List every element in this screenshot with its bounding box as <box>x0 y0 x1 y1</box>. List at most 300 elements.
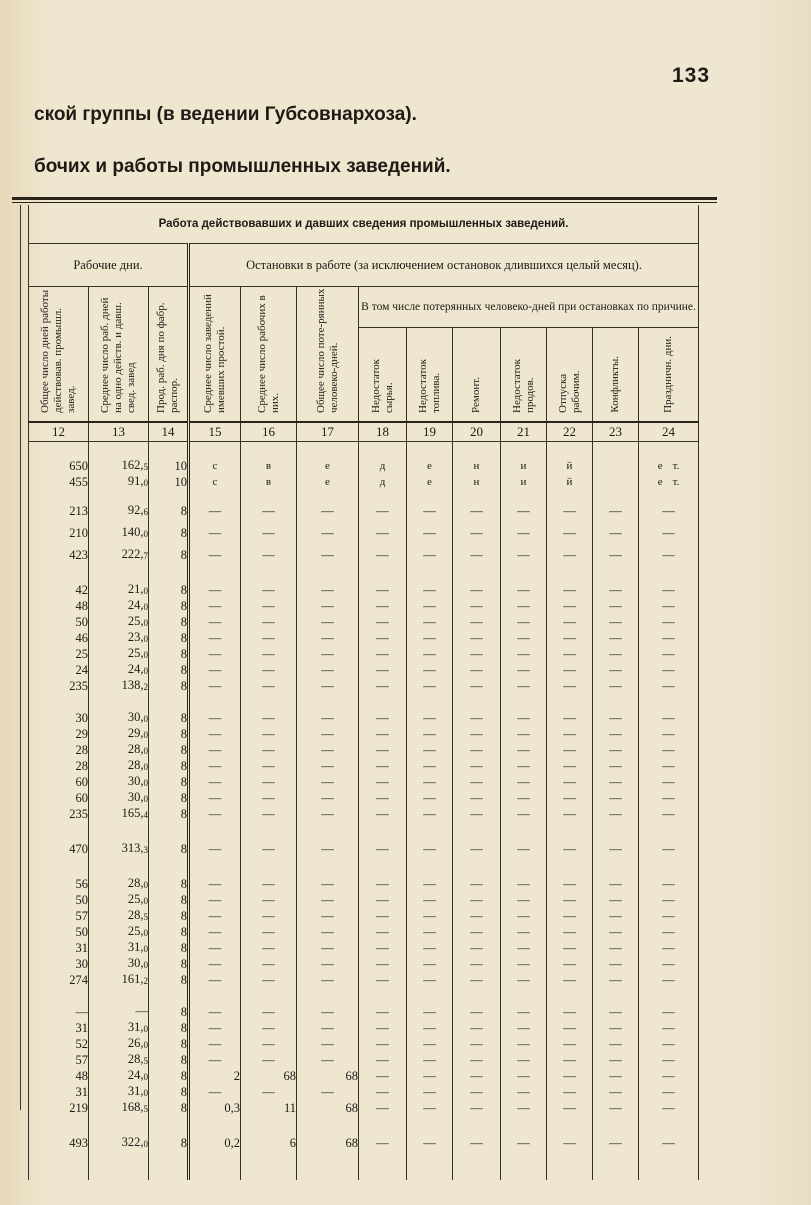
spacer-cell <box>639 988 699 1004</box>
cell-total-days: 57 <box>29 908 89 924</box>
spacer-cell <box>89 490 149 500</box>
spacer-cell <box>359 860 407 876</box>
spacer-cell <box>297 822 359 838</box>
cell-lost-days-19: — <box>407 1100 453 1116</box>
cell-avg-days <box>89 598 149 614</box>
cell-stoppage-16: — <box>241 758 297 774</box>
cell-lost-days-22: — <box>547 758 593 774</box>
cell-lost-days-18: — <box>359 956 407 972</box>
cell-lost-days-21: — <box>501 956 547 972</box>
cell-avg-days-frac: 2 <box>143 682 148 692</box>
cell-stoppage-15: — <box>189 892 241 908</box>
cell-avg-days-int: 140, <box>121 525 144 539</box>
spacer-cell <box>297 442 359 459</box>
cell-lost-days-19: — <box>407 500 453 522</box>
spacer-cell <box>241 490 297 500</box>
cell-lost-days-22: — <box>547 710 593 726</box>
cell-total-days: 52 <box>29 1036 89 1052</box>
cell-lost-days-23: — <box>593 1100 639 1116</box>
cell-lost-days-22: — <box>547 1020 593 1036</box>
cell-lost-days-23: — <box>593 742 639 758</box>
spacer-cell <box>639 490 699 500</box>
cell-stoppage-15: — <box>189 710 241 726</box>
cell-stoppage-15: — <box>189 614 241 630</box>
cell-avg-days <box>89 940 149 956</box>
cell-lost-days-21: — <box>501 790 547 806</box>
cell-lost-days-19: — <box>407 646 453 662</box>
spacer-cell <box>593 490 639 500</box>
spacer-cell <box>189 1154 241 1180</box>
cell-avg-days-int: 31, <box>127 1084 144 1098</box>
cell-no-data-letter: с <box>189 474 241 490</box>
spacer-cell <box>407 442 453 459</box>
cell-stoppage-15: — <box>189 1052 241 1068</box>
cell-lost-days-23: — <box>593 908 639 924</box>
cell-total-days: 50 <box>29 892 89 908</box>
cell-total-days: 219 <box>29 1100 89 1116</box>
table-row <box>29 876 699 892</box>
cell-avg-days-int: 24, <box>127 1068 144 1082</box>
cell-lost-days-22: — <box>547 774 593 790</box>
cell-stoppage-17: — <box>297 630 359 646</box>
cell-lost-days-23: — <box>593 630 639 646</box>
spacer-cell <box>407 988 453 1004</box>
cell-lost-days-18: — <box>359 1020 407 1036</box>
cell-total-days: 31 <box>29 1020 89 1036</box>
cell-no-data-letter: е <box>297 474 359 490</box>
cell-lost-days-22: — <box>547 876 593 892</box>
cell-stoppage-16: — <box>241 598 297 614</box>
no-data-letter: е <box>657 460 663 472</box>
cell-lost-days-24: — <box>639 892 699 908</box>
spacer-cell <box>359 822 407 838</box>
cell-lost-days-24: — <box>639 790 699 806</box>
cell-avg-days-frac: 0 <box>143 1024 148 1034</box>
spacer-cell <box>501 1154 547 1180</box>
cell-avg-days-frac: 5 <box>143 1056 148 1066</box>
cell-avg-days-int: 28, <box>127 908 144 922</box>
cell-lost-days-20: — <box>453 710 501 726</box>
cell-stoppage-15: 0,2 <box>189 1132 241 1154</box>
cell-lost-days-20: — <box>453 646 501 662</box>
top-rule-thin <box>12 202 717 203</box>
cell-avg-days-frac: 0 <box>143 794 148 804</box>
cell-lost-days-21: — <box>501 500 547 522</box>
cell-total-days: 30 <box>29 710 89 726</box>
spacer-cell <box>407 822 453 838</box>
cell-stoppage-17: — <box>297 742 359 758</box>
cell-lost-days-19: — <box>407 1004 453 1020</box>
cell-lost-days-20: — <box>453 876 501 892</box>
cell-lost-days-24: — <box>639 598 699 614</box>
cell-lost-days-19: — <box>407 662 453 678</box>
table-row <box>29 710 699 726</box>
cell-avg-days <box>89 1132 149 1154</box>
cell-avg-days-frac: 0 <box>143 746 148 756</box>
cell-lost-days-22: — <box>547 908 593 924</box>
cell-lost-days-20: — <box>453 1004 501 1020</box>
cell-lost-days-23: — <box>593 598 639 614</box>
spacer-cell <box>241 566 297 582</box>
cell-lost-days-23: — <box>593 522 639 544</box>
cell-lost-days-19: — <box>407 924 453 940</box>
cell-lost-days-19: — <box>407 1036 453 1052</box>
cell-lost-days-22: — <box>547 838 593 860</box>
cell-avg-days <box>89 500 149 522</box>
cell-stoppage-16: — <box>241 838 297 860</box>
cell-stoppage-17: — <box>297 940 359 956</box>
cell-lost-days-20: — <box>453 1100 501 1116</box>
cell-avg-days-int: 138, <box>121 678 144 692</box>
cell-lost-days-19: — <box>407 1068 453 1084</box>
cell-lost-days-23: — <box>593 710 639 726</box>
table-row <box>29 956 699 972</box>
cell-stoppage-15: — <box>189 662 241 678</box>
cell-lost-days-23: — <box>593 1020 639 1036</box>
cell-avg-days <box>89 710 149 726</box>
cell-lost-days-18: — <box>359 790 407 806</box>
spacer-cell <box>593 860 639 876</box>
cell-workday-length: 8 <box>149 1132 189 1154</box>
spacer-cell <box>359 694 407 710</box>
cell-lost-days-19: — <box>407 1020 453 1036</box>
cell-lost-days-24: — <box>639 1100 699 1116</box>
cell-lost-days-24: — <box>639 662 699 678</box>
cell-lost-days-22: — <box>547 924 593 940</box>
spacer-cell <box>593 1116 639 1132</box>
spacer-cell <box>297 988 359 1004</box>
cell-stoppage-16: — <box>241 544 297 566</box>
cell-lost-days-21: — <box>501 940 547 956</box>
cell-lost-days-24: — <box>639 742 699 758</box>
cell-lost-days-18: — <box>359 500 407 522</box>
cell-workday-length: 8 <box>149 1084 189 1100</box>
spacer-cell <box>297 566 359 582</box>
cell-avg-days-int: 322, <box>121 1135 144 1149</box>
spacer-cell <box>501 988 547 1004</box>
cell-workday-length: 8 <box>149 1004 189 1020</box>
heading-line-2: бочих и работы промышленных заведений. <box>34 156 451 177</box>
cell-avg-days <box>89 1084 149 1100</box>
group-lost-days: В том числе потерянных человеко-дней при остановках по причине. <box>359 287 699 328</box>
spacer-cell <box>297 1154 359 1180</box>
spacer-cell <box>453 860 501 876</box>
cell-total-days: 25 <box>29 646 89 662</box>
cell-total-days: 423 <box>29 544 89 566</box>
cell-lost-days-22: — <box>547 1052 593 1068</box>
cell-stoppage-16: — <box>241 790 297 806</box>
cell-no-data-letter: с <box>189 458 241 474</box>
cell-total-days: 60 <box>29 774 89 790</box>
table-row <box>29 1052 699 1068</box>
cell-lost-days-19: — <box>407 838 453 860</box>
cell-lost-days-19: — <box>407 630 453 646</box>
cell-lost-days-23: — <box>593 774 639 790</box>
no-data-letter: т. <box>672 460 680 472</box>
spacer-cell <box>297 1116 359 1132</box>
cell-stoppage-17: — <box>297 956 359 972</box>
cell-avg-days-int: 25, <box>127 646 144 660</box>
cell-total-days: 48 <box>29 1068 89 1084</box>
cell-lost-days-19: — <box>407 582 453 598</box>
cell-stoppage-16: — <box>241 630 297 646</box>
cell-total-days: 28 <box>29 758 89 774</box>
spacer-cell <box>593 822 639 838</box>
cell-lost-days-24: — <box>639 940 699 956</box>
cell-stoppage-17: — <box>297 908 359 924</box>
cell-lost-days-22: — <box>547 1004 593 1020</box>
cell-lost-days-22: — <box>547 522 593 544</box>
table-body <box>29 442 699 1181</box>
cell-avg-days-int: 30, <box>127 956 144 970</box>
cell-lost-days-22: — <box>547 646 593 662</box>
cell-stoppage-16: — <box>241 1020 297 1036</box>
spacer-cell <box>547 860 593 876</box>
cell-lost-days-22: — <box>547 544 593 566</box>
col-header-18: Недостаток сырья. <box>359 328 407 423</box>
cell-workday-length: 8 <box>149 598 189 614</box>
cell-no-data-letter: н <box>453 458 501 474</box>
spacer-cell <box>241 822 297 838</box>
cell-avg-days <box>89 774 149 790</box>
cell-workday-length: 8 <box>149 924 189 940</box>
cell-total-days: 50 <box>29 924 89 940</box>
spacer-cell <box>149 860 189 876</box>
cell-avg-days <box>89 630 149 646</box>
spacer-row <box>29 988 699 1004</box>
cell-stoppage-16: — <box>241 522 297 544</box>
cell-stoppage-15: — <box>189 500 241 522</box>
table-row <box>29 500 699 522</box>
cell-stoppage-17: — <box>297 1004 359 1020</box>
cell-lost-days-18: — <box>359 1084 407 1100</box>
cell-lost-days-22: — <box>547 678 593 694</box>
cell-avg-days-int: 28, <box>127 1052 144 1066</box>
cell-stoppage-15: — <box>189 630 241 646</box>
cell-avg-days <box>89 1004 149 1020</box>
spacer-cell <box>89 442 149 459</box>
cell-no-data-letter: е <box>297 458 359 474</box>
spacer-cell <box>241 1154 297 1180</box>
col-header-20: Ремонт. <box>453 328 501 423</box>
cell-workday-length: 8 <box>149 522 189 544</box>
cell-lost-days-21: — <box>501 726 547 742</box>
col-number: 21 <box>501 422 547 442</box>
cell-workday-length: 8 <box>149 742 189 758</box>
spacer-cell <box>359 988 407 1004</box>
spacer-cell <box>639 566 699 582</box>
cell-stoppage-16: — <box>241 582 297 598</box>
cell-stoppage-15: — <box>189 742 241 758</box>
table-row <box>29 892 699 908</box>
col-header-22: Отпуска рабочим. <box>547 328 593 423</box>
spacer-cell <box>547 1116 593 1132</box>
cell-lost-days-19: — <box>407 1132 453 1154</box>
cell-lost-days-18: — <box>359 522 407 544</box>
cell-lost-days-24: — <box>639 972 699 988</box>
cell-lost-days-20: — <box>453 614 501 630</box>
cell-lost-days-18: — <box>359 972 407 988</box>
cell-avg-days-int: 26, <box>127 1036 144 1050</box>
spacer-cell <box>29 822 89 838</box>
cell-lost-days-22: — <box>547 1100 593 1116</box>
cell-lost-days-23: — <box>593 758 639 774</box>
cell-lost-days-24: — <box>639 806 699 822</box>
cell-lost-days-23: — <box>593 1068 639 1084</box>
cell-avg-days <box>89 646 149 662</box>
spacer-cell <box>639 822 699 838</box>
cell-avg-days-int: 29, <box>127 726 144 740</box>
spacer-cell <box>639 1154 699 1180</box>
cell-lost-days-20: — <box>453 940 501 956</box>
spacer-row <box>29 490 699 500</box>
spacer-cell <box>501 860 547 876</box>
cell-avg-days-int: 28, <box>127 742 144 756</box>
cell-stoppage-15: — <box>189 790 241 806</box>
cell-lost-days-23: — <box>593 972 639 988</box>
cell-lost-days-24: — <box>639 646 699 662</box>
spacer-cell <box>297 490 359 500</box>
cell-stoppage-15: — <box>189 758 241 774</box>
spacer-cell <box>453 490 501 500</box>
cell-lost-days-24: — <box>639 1084 699 1100</box>
cell-lost-days-24: — <box>639 582 699 598</box>
cell-avg-days-frac: 0 <box>143 634 148 644</box>
no-data-letter: т. <box>672 476 680 488</box>
cell-lost-days-24: — <box>639 876 699 892</box>
cell-stoppage-15: — <box>189 726 241 742</box>
cell-stoppage-15: — <box>189 582 241 598</box>
cell-stoppage-16: — <box>241 774 297 790</box>
cell-avg-days-int: 30, <box>127 774 144 788</box>
cell-no-data-letter: д <box>359 458 407 474</box>
cell-workday-length: 10 <box>149 458 189 474</box>
cell-lost-days-23: — <box>593 662 639 678</box>
spacer-cell <box>189 988 241 1004</box>
cell-avg-days-int: 162, <box>121 458 144 472</box>
cell-lost-days-22: — <box>547 806 593 822</box>
cell-lost-days-20: — <box>453 908 501 924</box>
cell-lost-days-23: — <box>593 876 639 892</box>
cell-avg-days-frac: 0 <box>143 1139 148 1149</box>
cell-avg-days-frac: 0 <box>143 762 148 772</box>
cell-avg-days <box>89 1052 149 1068</box>
cell-lost-days-21: — <box>501 522 547 544</box>
cell-stoppage-16: — <box>241 662 297 678</box>
spacer-cell <box>453 822 501 838</box>
cell-avg-days-int: 24, <box>127 662 144 676</box>
group-stoppages: Остановки в работе (за исключением остановок длившихся целый месяц). <box>189 244 699 287</box>
table-row <box>29 972 699 988</box>
spacer-cell <box>639 694 699 710</box>
spacer-cell <box>593 1154 639 1180</box>
spacer-cell <box>89 566 149 582</box>
cell-lost-days-23: — <box>593 924 639 940</box>
cell-avg-days <box>89 1036 149 1052</box>
spacer-cell <box>149 442 189 459</box>
cell-lost-days-18: — <box>359 630 407 646</box>
cell-lost-days-18: — <box>359 806 407 822</box>
cell-stoppage-15: — <box>189 924 241 940</box>
cell-lost-days-20: — <box>453 774 501 790</box>
top-rule <box>12 197 717 200</box>
cell-stoppage-15: — <box>189 876 241 892</box>
cell-lost-days-18: — <box>359 598 407 614</box>
spacer-cell <box>547 988 593 1004</box>
cell-lost-days-24: — <box>639 630 699 646</box>
spacer-cell <box>501 490 547 500</box>
table-row <box>29 1100 699 1116</box>
cell-lost-days-21: — <box>501 710 547 726</box>
spacer-cell <box>407 1154 453 1180</box>
spacer-cell <box>241 860 297 876</box>
cell-lost-days-19: — <box>407 614 453 630</box>
cell-total-days: 31 <box>29 1084 89 1100</box>
cell-avg-days <box>89 892 149 908</box>
cell-lost-days-18: — <box>359 774 407 790</box>
table-row <box>29 774 699 790</box>
cell-avg-days-int: 222, <box>121 547 144 561</box>
table-row <box>29 582 699 598</box>
cell-avg-days <box>89 838 149 860</box>
cell-lost-days-23: — <box>593 726 639 742</box>
cell-lost-days-18: — <box>359 892 407 908</box>
cell-lost-days-18: — <box>359 742 407 758</box>
cell-stoppage-17: — <box>297 876 359 892</box>
spacer-cell <box>89 694 149 710</box>
cell-avg-days-int: 23, <box>127 630 144 644</box>
cell-stoppage-16: — <box>241 892 297 908</box>
cell-stoppage-17: — <box>297 522 359 544</box>
cell-lost-days-22: — <box>547 1068 593 1084</box>
spacer-cell <box>29 566 89 582</box>
cell-no-data-letter: й <box>547 458 593 474</box>
cell-stoppage-16: — <box>241 710 297 726</box>
cell-workday-length: 8 <box>149 940 189 956</box>
spacer-cell <box>149 1116 189 1132</box>
cell-avg-days <box>89 726 149 742</box>
cell-workday-length: 8 <box>149 1036 189 1052</box>
cell-lost-days-22: — <box>547 790 593 806</box>
cell-workday-length: 8 <box>149 892 189 908</box>
cell-lost-days-18: — <box>359 758 407 774</box>
cell-lost-days-20: — <box>453 726 501 742</box>
cell-stoppage-17: — <box>297 758 359 774</box>
cell-workday-length: 8 <box>149 500 189 522</box>
cell-avg-days <box>89 758 149 774</box>
spacer-cell <box>241 442 297 459</box>
cell-lost-days-20: — <box>453 1052 501 1068</box>
cell-avg-days <box>89 924 149 940</box>
cell-stoppage-15: — <box>189 940 241 956</box>
spacer-cell <box>547 490 593 500</box>
cell-lost-days-23: — <box>593 838 639 860</box>
spacer-cell <box>189 442 241 459</box>
spacer-cell <box>189 566 241 582</box>
cell-stoppage-15: — <box>189 598 241 614</box>
cell-stoppage-16: 6 <box>241 1132 297 1154</box>
cell-lost-days-18: — <box>359 614 407 630</box>
cell-stoppage-15: — <box>189 678 241 694</box>
cell-stoppage-17: — <box>297 614 359 630</box>
cell-avg-days-frac: 0 <box>143 650 148 660</box>
table-row <box>29 646 699 662</box>
cell-stoppage-16: 11 <box>241 1100 297 1116</box>
cell-lost-days-19: — <box>407 908 453 924</box>
cell-lost-days-22: — <box>547 726 593 742</box>
cell-total-days: 235 <box>29 806 89 822</box>
cell-lost-days-19: — <box>407 774 453 790</box>
